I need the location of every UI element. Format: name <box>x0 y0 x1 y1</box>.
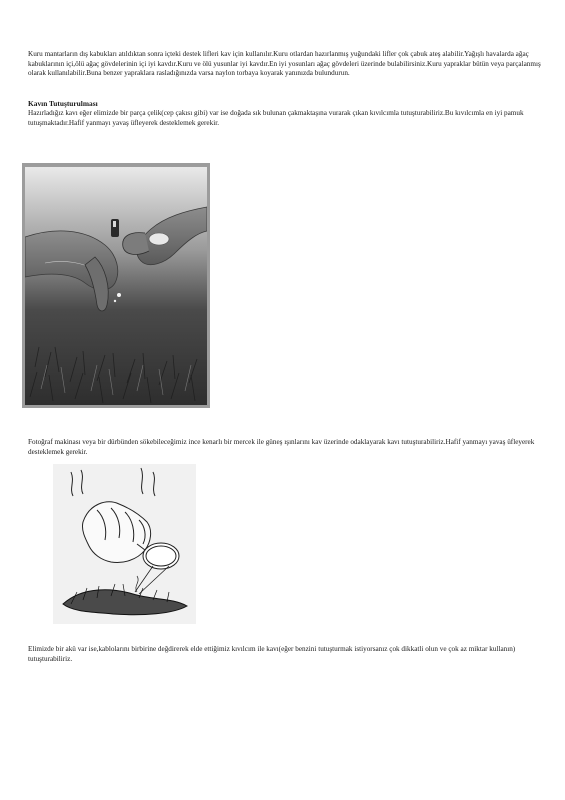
paragraph-tinder-materials: Kuru mantarların dış kabukları atıldıktan sonra içteki destek lifleri kav için kullanılır.Kuru otlardan hazırlanmış yuğundaki lifler çok çabuk ateş alabilir.Yağışlı havalarda ağaç kabuklarının içi,ölü ağaç gövdelerinin içi iyi kavdır.Kuru ve ölü yusunlar iyi kavdır.En iyi yosunları ağaç gövdeleri üzerinde bulabilirsiniz.Kuru yapraklar bütün veya parçalanmış olarak kullanılabilir.Buna benzer yapraklara rasladığınızda varsa naylon torbaya koyarak yanınızda bulundurun. <box>28 50 541 78</box>
flint-striking-photo <box>22 163 210 408</box>
magnifying-lens-drawing <box>53 464 196 624</box>
paragraph-battery-method: Elimizde bir akü var ise,kablolarını birbirine değdirerek elde ettiğimiz kıvılcım ile kavı(eğer benzini tutuşturmak istiyorsanız çok dikkatli olun ve çok az miktar kullanın) tutuşturabiliriz. <box>28 645 516 663</box>
section-heading-ignition: Kavın Tutuşturulması <box>28 99 98 108</box>
hands-striking-flint-photo-icon <box>25 167 207 405</box>
paragraph-lens-method: Fotoğraf makinası veya bir dürbünden sökebileceğimiz ince kenarlı bir mercek ile güneş ışınlarını kav üzerinde odaklayarak kavı tutuşturabiliriz.Hafif yanmayı yavaş üfleyerek desteklemek gerekir. <box>28 438 535 456</box>
hand-holding-magnifying-lens-drawing-icon <box>53 464 196 624</box>
paragraph-steel-flint: Hazırladığız kavı eğer elimizde bir parça çelik(cep çakısı gibi) var ise doğada sık bulunan çakmaktaşına vurarak çıkan kıvılcımla tutuşturabiliriz.Bu kıvılcımla en iyi pamuk tutuşmaktadır.Hafif yanmayı yavaş üfleyerek desteklemek gerekir. <box>28 109 524 127</box>
